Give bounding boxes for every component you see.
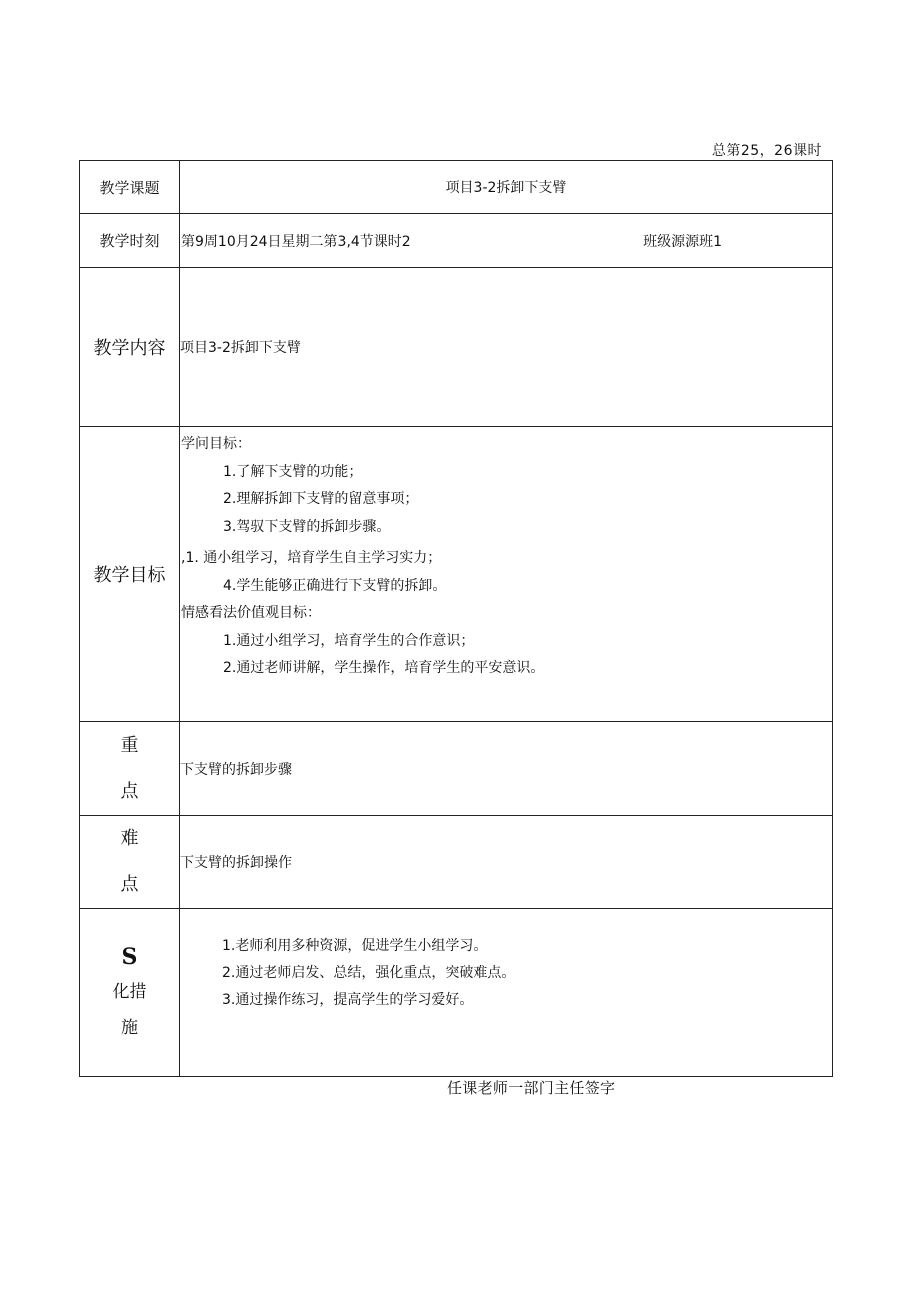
key-point-label-bottom: 点 — [120, 780, 139, 802]
content-value: 项目3-2拆卸下支臂 — [180, 268, 833, 427]
topic-value: 项目3-2拆卸下支臂 — [180, 161, 833, 214]
key-point-label — [80, 722, 180, 816]
difficult-point-label — [80, 816, 180, 909]
measures-row — [80, 909, 833, 1077]
total-hours: 总第25，26课时 — [711, 143, 822, 159]
topic-row — [80, 161, 833, 214]
emotion-item: 2.通过老师讲解，学生操作，培育学生的平安意识。 — [223, 660, 545, 676]
measures-cell — [180, 909, 833, 1077]
emotion-item: 1.通过小组学习，培育学生的合作意识； — [223, 632, 475, 649]
measures-label-middle: 化措 — [112, 981, 147, 1002]
difficult-point-label-top: 难 — [120, 828, 139, 849]
content-label: 教学内容 — [80, 268, 180, 427]
measures-label-bottom: 施 — [121, 1017, 138, 1038]
key-point-row — [80, 722, 833, 816]
objectives-label: 教学目标 — [80, 427, 180, 722]
measure-item: 3.通过操作练习，提高学生的学习爱好。 — [222, 992, 474, 1008]
key-point-label-top: 重 — [120, 734, 139, 756]
emotion-heading: 情感看法价值观目标： — [181, 605, 321, 621]
knowledge-heading: 学问目标： — [181, 436, 251, 452]
difficult-point-value: 下支臂的拆卸操作 — [180, 816, 833, 909]
knowledge-item: 1.了解下支臂的功能； — [223, 463, 363, 480]
time-row — [80, 214, 833, 268]
measure-item: 2.通过老师启发、总结，强化重点，突破难点。 — [222, 965, 516, 981]
ability-item: 4.学生能够正确进行下支臂的拆卸。 — [223, 577, 447, 594]
signature-line: 任课老师一部门主任签字 — [447, 1079, 616, 1097]
objectives-cell — [180, 427, 833, 722]
measure-item: 1.老师利用多种资源，促进学生小组学习。 — [222, 938, 488, 954]
knowledge-item: 2.理解拆卸下支臂的留意事项； — [223, 491, 419, 507]
key-point-value: 下支臂的拆卸步骤 — [180, 722, 833, 816]
class-value: 班级源源班1 — [643, 233, 722, 250]
difficult-point-row — [80, 816, 833, 909]
lesson-plan-table — [79, 160, 833, 1077]
time-value: 第9周10月24日星期二第3,4节课时2 — [181, 233, 411, 250]
topic-label: 教学课题 — [80, 161, 180, 214]
content-row — [80, 268, 833, 427]
ability-item: ,1. 通小组学习，培育学生自主学习实力； — [181, 550, 442, 566]
time-cell — [180, 214, 833, 268]
time-label: 教学时刻 — [80, 214, 180, 268]
difficult-point-label-bottom: 点 — [120, 874, 139, 895]
objectives-row — [80, 427, 833, 722]
knowledge-item: 3.驾驭下支臂的拆卸步骤。 — [223, 518, 391, 535]
measures-label — [80, 909, 180, 1077]
measures-label-letter: S — [121, 943, 138, 970]
